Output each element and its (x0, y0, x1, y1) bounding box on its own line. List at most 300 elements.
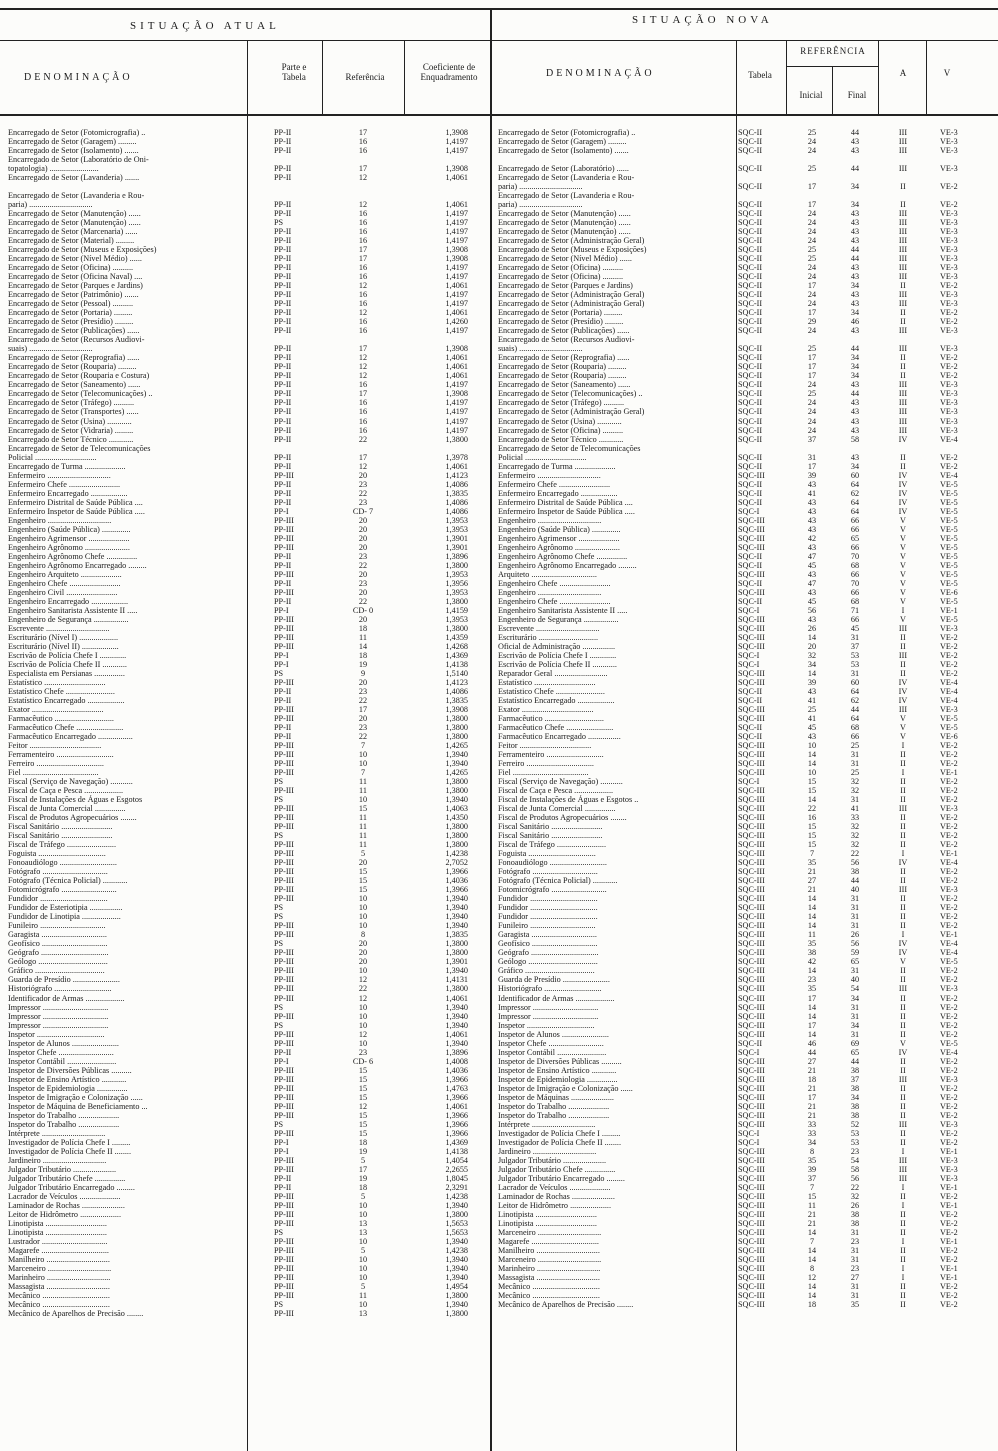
tabela: SQC-II (738, 272, 763, 282)
denominacao-nova: Engenheiro Sanitarista Assistente II ..... (498, 605, 628, 615)
tabela: SQC-III (738, 1182, 765, 1192)
denominacao-atual: Escriturário (Nível I) ................... (8, 632, 119, 642)
referencia: 5 (360, 849, 366, 859)
coeficiente: 1,4061 (445, 371, 468, 381)
classe-a: V (900, 578, 906, 588)
denominacao-nova: Engenheiro Agrônomo Chefe ............... (498, 551, 628, 561)
referencia-final: 56 (850, 939, 860, 949)
parte-tabela: PP-III (274, 1128, 295, 1138)
parte-tabela: PP-II (274, 686, 292, 696)
inicial-header: Inicial (799, 90, 823, 100)
parte-tabela: PP-II (274, 560, 292, 570)
referencia: 19 (358, 659, 368, 669)
classe-a: III (898, 804, 908, 814)
denominacao-nova: Fiscal Sanitário ......................... (498, 822, 603, 832)
table-row-nova (0, 678, 998, 687)
table-row-nova (0, 588, 998, 597)
referencia-final: 23 (850, 1236, 860, 1246)
denominacao-atual: Farmacêutico Chefe ....................... (8, 723, 124, 733)
referencia: 23 (358, 686, 368, 696)
classe-a: V (900, 1038, 906, 1048)
vencimento-v: VE-5 (940, 488, 958, 498)
classe-a: I (901, 849, 905, 859)
parte-tabela: PP-III (274, 1101, 295, 1111)
denominacao-nova: suais) ............................... (498, 344, 583, 354)
referencia-final: 60 (850, 470, 860, 480)
referencia: 15 (358, 1083, 368, 1093)
classe-a: II (900, 840, 906, 850)
vencimento-v: VE-3 (940, 326, 958, 336)
referencia: 11 (359, 831, 367, 841)
vencimento-v: VE-5 (940, 497, 958, 507)
referencia: 16 (358, 227, 368, 237)
tabela: SQC-II (738, 263, 763, 273)
tabela: SQC-II (738, 479, 763, 489)
referencia: 10 (358, 921, 368, 931)
table-row-nova (0, 660, 998, 669)
classe-a: III (898, 344, 908, 354)
table-row-nova (0, 642, 998, 651)
coeficiente: 1,3800 (445, 1209, 468, 1219)
referencia: 10 (358, 903, 368, 913)
denominacao-atual: Investigador de Polícia Chefe II ........ (8, 1146, 132, 1156)
referencia: 16 (358, 218, 368, 228)
referencia-inicial: 15 (807, 786, 817, 796)
vencimento-v: VE-2 (940, 1083, 958, 1093)
denominacao-nova: Fiscal de Produtos Agropecuários ........ (498, 813, 627, 823)
referencia-inicial: 10 (807, 768, 817, 778)
classe-a: III (898, 650, 908, 660)
table-row-nova (0, 930, 998, 939)
referencia: 16 (358, 236, 368, 246)
tabela: SQC-III (738, 1011, 765, 1021)
coeficiente: 1,4763 (445, 1083, 468, 1093)
parte-tabela: PP-III (274, 524, 295, 534)
table-row-nova (0, 317, 998, 326)
vencimento-v: VE-2 (940, 200, 958, 210)
table-row-nova (0, 218, 998, 227)
vencimento-v: VE-2 (940, 966, 958, 976)
denominacao-nova: Encarregado de Setor (Lavanderia e Rou- (498, 173, 635, 183)
referencia-final: 38 (850, 1065, 860, 1075)
vencimento-v: VE-1 (940, 605, 958, 615)
classe-a: II (900, 975, 906, 985)
denominacao-atual: Encarregado de Setor (Museus e Exposições) (8, 245, 157, 255)
denominacao-atual: Geofísico ................................ (8, 939, 108, 949)
right-denominacao-header: DENOMINAÇÃO (546, 68, 655, 79)
referencia-final: 58 (850, 1164, 860, 1174)
denominacao-atual: Massagista ............................... (8, 1282, 110, 1291)
referencia-inicial: 39 (807, 677, 817, 687)
table-row-nova (0, 326, 998, 335)
referencia-inicial: 24 (807, 326, 817, 336)
denominacao-nova: Fiscal (Serviço de Navegação) ........... (498, 777, 623, 787)
table-row-nova (0, 426, 998, 435)
referencia: 16 (358, 326, 368, 336)
denominacao-atual: Engenheiro Sanitarista Assistente II ..... (8, 605, 138, 615)
denominacao-nova: Estatístico Chefe ........................ (498, 686, 605, 696)
classe-a: I (901, 1200, 905, 1210)
tabela: SQC-II (738, 452, 763, 462)
col-divider (786, 40, 787, 115)
coeficiente: 1,3896 (445, 551, 468, 561)
coeficiente: 1,4054 (445, 1155, 468, 1165)
coeficiente: 1,4197 (445, 290, 468, 300)
classe-a: III (898, 272, 908, 282)
referencia-inicial: 17 (807, 308, 817, 318)
denominacao-atual: Funileiro ................................ (8, 921, 106, 931)
parte-tabela: PP-III (274, 515, 295, 525)
referencia: 10 (358, 1038, 368, 1048)
tabela: SQC-III (738, 668, 765, 678)
right-table-body (0, 128, 998, 1309)
denominacao-nova: Jardineiro ............................... (498, 1146, 597, 1156)
tabela: SQC-III (738, 1263, 765, 1273)
classe-a: IV (898, 434, 908, 444)
denominacao-atual: Mecânico ................................. (8, 1291, 110, 1301)
classe-a: III (898, 236, 908, 246)
coeficiente: 1,4061 (445, 200, 468, 210)
denominacao-atual: Especialista em Persianas ............... (8, 668, 125, 678)
tabela: SQC-III (738, 975, 765, 985)
denominacao-atual: Inspetor de Máquina de Beneficiamento ... (8, 1101, 148, 1111)
table-row-nova (0, 137, 998, 146)
table-row-nova (0, 471, 998, 480)
vencimento-v: VE-2 (940, 777, 958, 787)
denominacao-atual: Linotipista .............................. (8, 1227, 107, 1237)
parte-tabela: PP-II (274, 732, 292, 742)
coeficiente: 1,4036 (445, 876, 468, 886)
classe-a: II (900, 777, 906, 787)
coeficiente: 1,4268 (445, 641, 468, 651)
denominacao-atual: Inspetor de Diversões Públicas .......... (8, 1065, 132, 1075)
referencia-inicial: 43 (807, 686, 817, 696)
table-row-nova (0, 921, 998, 930)
tabela: SQC-III (738, 524, 765, 534)
referencia-inicial: 14 (807, 750, 817, 760)
parte-tabela: PP-II (274, 137, 292, 147)
tabela: SQC-II (738, 380, 763, 390)
table-row-nova (0, 272, 998, 281)
parte-tabela: PP-III (274, 1254, 295, 1264)
denominacao-atual: Magarefe ................................. (8, 1245, 109, 1255)
vencimento-v: VE-1 (940, 768, 958, 778)
tabela: SQC-III (738, 948, 765, 958)
table-row-nova (0, 507, 998, 516)
classe-a: III (898, 146, 908, 156)
coeficiente: 1,3966 (445, 1092, 468, 1102)
table-row-nova (0, 912, 998, 921)
denominacao-atual: Lustrador ................................ (8, 1236, 108, 1246)
coeficiente: 1,4138 (445, 659, 468, 669)
denominacao-nova: Garagista ................................ (498, 930, 597, 940)
denominacao-atual: Fiscal de Caça e Pesca ................... (8, 786, 124, 796)
parte-tabela: PS (274, 218, 284, 228)
referencia-final: 44 (850, 164, 860, 174)
table-row-nova (0, 245, 998, 254)
referencia-inicial: 17 (807, 1092, 817, 1102)
referencia-final: 31 (850, 1011, 860, 1021)
parte-tabela: PP-II (274, 209, 292, 219)
referencia: 20 (358, 587, 368, 597)
tabela: SQC-III (738, 614, 765, 624)
tabela: SQC-III (738, 804, 765, 814)
tabela: SQC-II (738, 236, 763, 246)
referencia-inicial: 14 (807, 1291, 817, 1301)
tabela: SQC-III (738, 641, 765, 651)
referencia-inicial: 22 (807, 804, 817, 814)
vencimento-v: VE-2 (940, 921, 958, 931)
denominacao-atual: topatologia) ........................ (8, 164, 99, 174)
vencimento-v: VE-5 (940, 957, 958, 967)
table-row-nova (0, 948, 998, 957)
denominacao-atual: Enfermeiro Distrital de Saúde Pública .... (8, 497, 143, 507)
vencimento-v: VE-3 (940, 407, 958, 417)
referencia: 12 (358, 308, 368, 318)
tabela: SQC-III (738, 1209, 765, 1219)
parte-tabela: PP-III (274, 1083, 295, 1093)
denominacao-atual: Inspetor ................................. (8, 1029, 105, 1039)
denominacao-nova: Encarregado de Setor (Museus e Exposições) (498, 245, 647, 255)
classe-a: III (898, 407, 908, 417)
col-divider (878, 40, 879, 115)
situacao-atual-title: SITUAÇÃO ATUAL (130, 20, 280, 32)
tabela: SQC-III (738, 1056, 765, 1066)
referencia-final: 31 (850, 1245, 860, 1255)
referencia-inicial: 43 (807, 479, 817, 489)
table-row-nova (0, 1003, 998, 1012)
referencia-inicial: 14 (807, 795, 817, 805)
parte-tabela: PP-I (274, 1137, 289, 1147)
coeficiente: 1,3978 (445, 452, 468, 462)
table-row-nova (0, 1066, 998, 1075)
parte-tabela: PS (274, 831, 284, 841)
referencia: 20 (358, 569, 368, 579)
classe-a: II (900, 659, 906, 669)
table-row-nova (0, 407, 998, 416)
classe-a: III (898, 128, 908, 137)
parte-tabela: PP-I (274, 1056, 289, 1066)
table-row-nova (0, 705, 998, 714)
parte-tabela: PP-II (274, 146, 292, 156)
tabela: SQC-III (738, 1029, 765, 1039)
parte-tabela: PP-III (274, 984, 295, 994)
coeficiente: 1,4197 (445, 209, 468, 219)
denominacao-nova: Leitor de Hidrômetro .................... (498, 1200, 612, 1210)
parte-tabela: PP-II (274, 434, 292, 444)
vencimento-v: VE-2 (940, 1011, 958, 1021)
denominacao-atual: Encarregado de Setor (Nível Médio) ...... (8, 254, 142, 264)
table-row-nova (0, 362, 998, 371)
referencia: 20 (358, 515, 368, 525)
classe-a: II (900, 1300, 906, 1310)
table-row-nova (0, 353, 998, 362)
tabela: SQC-II (738, 461, 763, 471)
denominacao-nova: Investigador de Polícia Chefe I ......... (498, 1128, 621, 1138)
vencimento-v: VE-1 (940, 930, 958, 940)
referencia-inicial: 39 (807, 470, 817, 480)
parte-tabela: PS (274, 1119, 284, 1129)
denominacao-nova: Engenheiro Chefe ......................... (498, 578, 611, 588)
denominacao-nova: Gráfico .................................. (498, 966, 595, 976)
referencia: 23 (358, 497, 368, 507)
parte-tabela: PP-III (274, 470, 295, 480)
parte-tabela: PP-II (274, 245, 292, 255)
classe-a: III (898, 1164, 908, 1174)
denominacao-atual: Encarregado de Turma .................... (8, 461, 126, 471)
referencia: 16 (358, 137, 368, 147)
referencia-inicial: 25 (807, 705, 817, 714)
table-row-nova (0, 966, 998, 975)
vencimento-v: VE-3 (940, 137, 958, 147)
referencia-final: 32 (850, 777, 860, 787)
classe-a: II (900, 1092, 906, 1102)
coeficiente: 1,4197 (445, 272, 468, 282)
parte-tabela: PP-II (274, 416, 292, 426)
referencia: 7 (360, 768, 366, 778)
denominacao-atual: Ferramenteiro ............................ (8, 750, 114, 760)
referencia-inicial: 14 (807, 1029, 817, 1039)
classe-a: II (900, 966, 906, 976)
coeficiente: 1,3800 (445, 840, 468, 850)
classe-a: V (900, 524, 906, 534)
denominacao-atual: Fiscal de Produtos Agropecuários ........ (8, 813, 137, 823)
referencia-inicial: 25 (807, 128, 817, 137)
tabela: SQC-II (738, 326, 763, 336)
classe-a: II (900, 1065, 906, 1075)
denominacao-atual: Fotomicrógrafo ........................... (8, 885, 117, 895)
classe-a: II (900, 1128, 906, 1138)
referencia: 15 (358, 1092, 368, 1102)
tabela: SQC-III (738, 569, 765, 579)
parte-tabela: PP-II (274, 452, 292, 462)
referencia-inicial: 46 (807, 1038, 817, 1048)
referencia: 22 (358, 732, 368, 742)
tabela: SQC-II (738, 200, 763, 210)
referencia-inicial: 43 (807, 506, 817, 516)
tabela: SQC-III (738, 750, 765, 760)
referencia-final: 31 (850, 668, 860, 678)
table-row-nova (0, 155, 998, 164)
referencia-final: 64 (850, 497, 860, 507)
tabela: SQC-III (738, 759, 765, 769)
coeficiente: 1,4197 (445, 416, 468, 426)
parte-tabela: PP-III (274, 1309, 295, 1319)
denominacao-nova: Engenheiro ............................... (498, 587, 602, 597)
denominacao-nova: paria) ............................... (498, 200, 583, 210)
vencimento-v: VE-3 (940, 236, 958, 246)
referencia-final: 69 (850, 1038, 860, 1048)
coeficiente: 1,3940 (445, 912, 468, 922)
coeficiente: 1,4265 (445, 741, 468, 751)
referencia-inicial: 17 (807, 200, 817, 210)
denominacao-nova: Fundidor ................................. (498, 912, 598, 922)
referencia: 11 (359, 1291, 367, 1301)
referencia-inicial: 23 (807, 975, 817, 985)
coeficiente: 1,4061 (445, 308, 468, 318)
referencia-inicial: 37 (807, 434, 817, 444)
referencia-inicial: 35 (807, 1155, 817, 1165)
referencia: 23 (358, 551, 368, 561)
referencia-final: 43 (850, 263, 860, 273)
vencimento-v: VE-2 (940, 831, 958, 841)
classe-a: I (901, 768, 905, 778)
classe-a: II (900, 461, 906, 471)
tabela: SQC-III (738, 1245, 765, 1255)
referencia-inicial: 32 (807, 650, 817, 660)
denominacao-atual: Fonoaudiólogo ............................ (8, 858, 117, 868)
parte-tabela: PP-III (274, 975, 295, 985)
classe-a: V (900, 551, 906, 561)
denominacao-atual: Engenheiro Chefe ......................... (8, 578, 121, 588)
referencia-final: 68 (850, 723, 860, 733)
referencia: 16 (358, 209, 368, 219)
denominacao-atual: suais) ............................... (8, 344, 93, 354)
table-row-nova (0, 1129, 998, 1138)
tabela: SQC-III (738, 515, 765, 525)
parte-tabela: PP-III (274, 1155, 295, 1165)
denominacao-nova: Marceneiro ............................... (498, 1254, 602, 1264)
table-row-nova (0, 453, 998, 462)
referencia-final: 31 (850, 1282, 860, 1291)
parte-tabela: PS (274, 903, 284, 913)
denominacao-nova: Encarregado de Setor (Fotomicrografia) .. (498, 128, 636, 137)
referencia-inicial: 8 (809, 1263, 815, 1273)
referencia-final: 43 (850, 416, 860, 426)
classe-a: III (898, 254, 908, 264)
col-a-header: A (899, 68, 907, 78)
vencimento-v: VE-5 (940, 515, 958, 525)
referencia: 20 (358, 957, 368, 967)
parte-tabela: PP-II (274, 497, 292, 507)
table-row-nova (0, 831, 998, 840)
tabela: SQC-II (738, 398, 763, 408)
parte-tabela: PP-II (274, 1182, 292, 1192)
parte-tabela: PP-I (274, 506, 289, 516)
parte-tabela: PP-II (274, 299, 292, 309)
table-row-nova (0, 606, 998, 615)
vencimento-v: VE-3 (940, 164, 958, 174)
referencia: 15 (358, 1065, 368, 1075)
vencimento-v: VE-4 (940, 677, 958, 687)
referencia-inicial: 33 (807, 1119, 817, 1129)
referencia-final: 68 (850, 560, 860, 570)
parte-tabela: PP-II (274, 461, 292, 471)
denominacao-nova: Farmacêutico ............................. (498, 714, 604, 724)
vencimento-v: VE-3 (940, 389, 958, 399)
parte-tabela: PS (274, 795, 284, 805)
table-row-nova (0, 543, 998, 552)
vencimento-v: VE-4 (940, 1047, 958, 1057)
parte-tabela: PP-II (274, 596, 292, 606)
denominacao-nova: Engenheiro Agrimensor .................... (498, 533, 620, 543)
denominacao-atual: Encarregado de Setor (Laboratório de Oni- (8, 155, 149, 165)
denominacao-atual: Encarregado de Setor (Parques e Jardins) (8, 281, 143, 291)
coeficiente: 1,3953 (445, 614, 468, 624)
denominacao-nova: Encarregado de Setor (Administração Geral) (498, 299, 645, 309)
classe-a: IV (898, 686, 908, 696)
tabela: SQC-III (738, 1146, 765, 1156)
referencia-inicial: 24 (807, 398, 817, 408)
denominacao-atual: Jardineiro ............................... (8, 1155, 107, 1165)
denominacao-atual: Enfermeiro Encarregado .................. (8, 488, 128, 498)
classe-a: II (900, 632, 906, 642)
table-row-nova (0, 1282, 998, 1291)
tabela: SQC-III (738, 903, 765, 913)
coeficiente: 1,3800 (445, 777, 468, 787)
denominacao-nova: Massagista ............................... (498, 1272, 600, 1282)
classe-a: II (900, 1110, 906, 1120)
